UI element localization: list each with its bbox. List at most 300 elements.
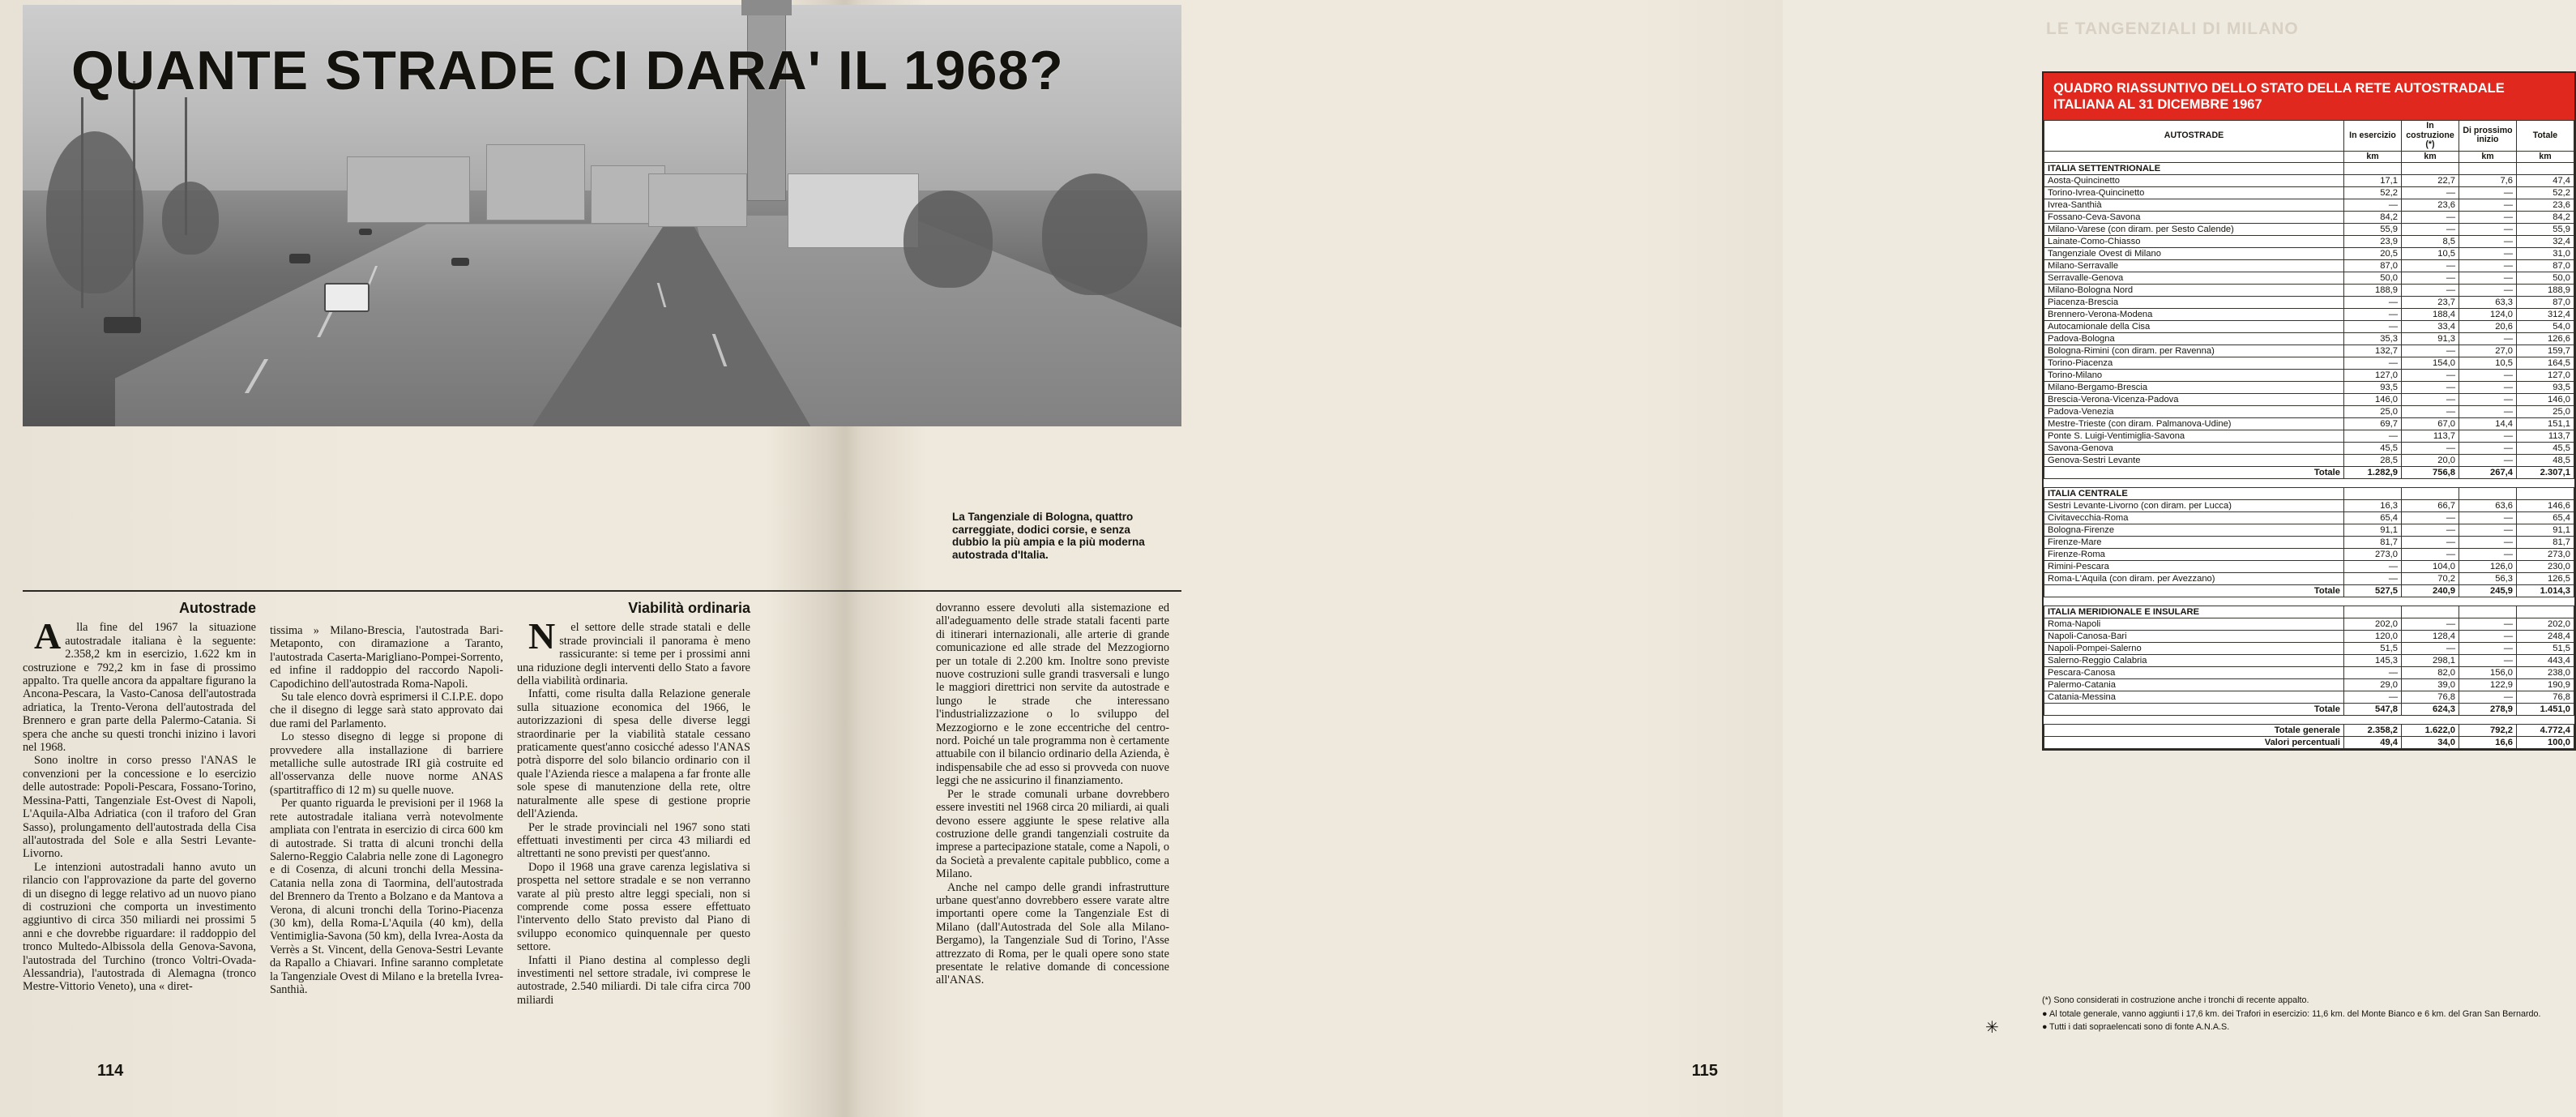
table-cell-value: 31,0 [2517,248,2574,260]
table-row [2044,430,2574,443]
spacer-cell [2044,479,2574,488]
drop-cap: N [528,615,556,657]
unit-blank [2044,151,2344,163]
table-cell-value: — [2459,631,2517,643]
table-cell-value: — [2402,537,2459,549]
table-cell-value: 28,5 [2344,455,2402,467]
table-cell-value: — [2402,406,2459,418]
table-cell-value: — [2459,236,2517,248]
table-cell-road-name: Roma-Napoli [2044,618,2344,631]
table-row [2044,357,2574,370]
table-cell-value: 56,3 [2459,573,2517,585]
photo-bus [324,283,370,312]
table-cell-empty [2402,606,2459,618]
table-cell-empty [2459,488,2517,500]
table-cell-value: 45,5 [2344,443,2402,455]
table-cell-value: 127,0 [2344,370,2402,382]
table-cell-value: 1.622,0 [2402,725,2459,737]
table-cell-road-name: Tangenziale Ovest di Milano [2044,248,2344,260]
table-row [2044,199,2574,212]
table-cell-value: 51,5 [2517,643,2574,655]
table-cell-value: — [2344,357,2402,370]
table-cell-value: 23,6 [2517,199,2574,212]
table-cell-value: 10,5 [2459,357,2517,370]
table-cell-value: — [2402,370,2459,382]
paragraph: tissima » Milano-Brescia, l'autostrada Bari-Metaponto, con diramazione a Taranto, l'autostrada Caserta-Marigliano-Pompei-Sorrento, ed infine il raddoppio del raccordo Napoli-Capodichino dell'autostrada Roma-Napoli. [270,624,503,691]
table-cell-value: 91,1 [2517,524,2574,537]
table-cell-value: 63,3 [2459,297,2517,309]
table-cell-value: 164,5 [2517,357,2574,370]
table-cell-value: 14,4 [2459,418,2517,430]
table-row [2044,455,2574,467]
total-label: Totale [2044,704,2344,716]
note-trafori: ● Al totale generale, vanno aggiunti i 17,6 km. dei Trafori in esercizio: 11,6 km. del Monte Bianco e 6 km. del Gran San Bernardo. [2042,1008,2541,1019]
table-cell-value: 81,7 [2344,537,2402,549]
table-cell-road-name: Mestre-Trieste (con diram. Palmanova-Udine) [2044,418,2344,430]
table-cell-value: 20,5 [2344,248,2402,260]
table-cell-value: 792,2 [2459,725,2517,737]
table-cell-value: 1.282,9 [2344,467,2402,479]
table-cell-value: — [2459,618,2517,631]
table-row [2044,345,2574,357]
table-cell-value: — [2459,199,2517,212]
bullet-icon: ● [2042,1022,2048,1032]
table-cell-value: 20,6 [2459,321,2517,333]
table-cell-road-name: Padova-Bologna [2044,333,2344,345]
table-cell-value: 91,3 [2402,333,2459,345]
table-cell-value: 188,4 [2402,309,2459,321]
paragraph: Le intenzioni autostradali hanno avuto un rilancio con l'approvazione da parte del governo di un disegno di legge relativo ad un nuovo piano di costruzioni che comporta un investimento aggiuntivo di circa 350 miliardi nei prossimi 5 anni e che dovrebbe riguardare: il raddoppio del tronco Multedo-Albissola della Genova-Savona, l'autostrada del Turchino (tronco Voltri-Ovada-Alessandria), l'autostrada di Alemagna (tronco Mestre-Vittorio Veneto), una « diret- [23,860,256,994]
table-cell-value: 238,0 [2517,667,2574,679]
table-cell-road-name: Salerno-Reggio Calabria [2044,655,2344,667]
paragraph: Per quanto riguarda le previsioni per il 1968 la rete autostradale italiana verrà notevolmente ampliata con l'entrata in esercizio di circa 600 km di autostrade. Si tratta di alcuni tronchi della Salerno-Reggio Calabria nelle zone di Lagonegro e di Cosenza, di alcuni tronchi della Messina-Catania nella zona di Taormina, dell'autostrada del Brennero da Trento a Bolzano e da Mantova a Verona, di alcuni tronchi della Torino-Piacenza (30 km), della Roma-L'Aquila (40 km), della Ventimiglia-Savona (50 km), della Ivrea-Aosta da Verrès a St. Vincent, della Genova-Sestri Levante da Rapallo a Chiavari. Infine saranno completate la Tangenziale Ovest di Milano e la bretella Ivrea-Santhià. [270,797,503,996]
paragraph [517,615,750,688]
table-cell-value: 159,7 [2517,345,2574,357]
th-in-costruzione: In costruzione (*) [2402,121,2459,152]
table-cell-value: — [2459,512,2517,524]
paragraph-text: el settore delle strade statali e delle strade provinciali il panorama è meno rassicurante: si teme per i prossimi anni una riduzione degli interventi dello Stato a favore della viabilità ordinaria. [517,621,750,688]
table-cell-value: 188,9 [2517,285,2574,297]
table-cell-value: 55,9 [2344,224,2402,236]
paragraph: Anche nel campo delle grandi infrastrutture urbane quest'anno dovrebbero essere varate altre importanti opere come la Tangenziale Est di Milano (dall'Autostrada del Sole alla Milano-Bergamo), la Tangenziale Sud di Torino, l'Asse attrezzato di Roma, per le quali opere sono state presentate le relative domande di concessione all'ANAS. [936,880,1169,987]
table-cell-value: 50,0 [2344,272,2402,285]
table-cell-road-name: Napoli-Pompei-Salerno [2044,643,2344,655]
paragraph-text: lla fine del 1967 la situazione autostradale italiana è la seguente: 2.358,2 km in esercizio, 1.622 km in costruzione e 792,2 km in fase di prossimo appalto. Tra quelle ancora da appaltare figurano la Ancona-Pescara, la Vasto-Canosa dell'autostrada adriatica, la Trento-Verona dell'autostrada del Brennero e gran parte della Palermo-Catania. Si spera che anche su questi tronchi inizino i lavori nel 1968. [23,621,256,755]
table-cell-value: 87,0 [2517,297,2574,309]
table-cell-road-name: Ponte S. Luigi-Ventimiglia-Savona [2044,430,2344,443]
column-3 [517,601,750,1007]
table-cell-empty [2517,606,2574,618]
page-title: QUANTE STRADE CI DARA' IL 1968? [71,40,1064,101]
table-cell-value: 756,8 [2402,467,2459,479]
table-section-header [2044,606,2574,618]
table-cell-value: 91,1 [2344,524,2402,537]
table-cell-value: — [2402,443,2459,455]
table-cell-value: — [2402,260,2459,272]
photo-light-pole [133,81,135,324]
table-cell-value: 122,9 [2459,679,2517,691]
table-cell-empty [2402,163,2459,175]
table-cell-value: 10,5 [2402,248,2459,260]
paragraph: Sono inoltre in corso presso l'ANAS le convenzioni per la concessione e lo esercizio delle autostrade: Popoli-Pescara, Fossano-Torino, Messina-Patti, Tangenziale Est-Ovest di Napoli, L'Aquila-Alba Adriatica (con il traforo del Gran Sasso), prolungamento dell'autostrada della Cisa all'autostrada del Sole e alla Sestri Levante-Livorno. [23,754,256,861]
table-cell-road-name: Genova-Sestri Levante [2044,455,2344,467]
table-cell-value: 39,0 [2402,679,2459,691]
table-row [2044,175,2574,187]
section-name: ITALIA MERIDIONALE E INSULARE [2044,606,2344,618]
photo-tree [162,182,219,255]
table-row [2044,394,2574,406]
table-cell-value: — [2459,455,2517,467]
table-cell-value: — [2459,370,2517,382]
table-cell-value: — [2459,187,2517,199]
table-row [2044,655,2574,667]
table-cell-road-name: Civitavecchia-Roma [2044,512,2344,524]
paragraph: Infatti il Piano destina al complesso degli investimenti nel settore stradale, ivi comprese le autostrade, 2.540 miliardi. Di tale cifra circa 700 miliardi [517,953,750,1007]
total-label: Totale [2044,585,2344,597]
table-cell-value: 70,2 [2402,573,2459,585]
table-body [2044,163,2574,749]
table-row [2044,691,2574,704]
grand-total-label: Totale generale [2044,725,2344,737]
table-cell-value: — [2402,618,2459,631]
paragraph: Lo stesso disegno di legge si propone di provvedere alla installazione di barriere metalliche sulle autostrade IRI già costruite ed all'osservanza delle nuove norme ANAS (spartitraffico di 12 m) su quelle nuove. [270,730,503,797]
table-cell-value: — [2459,443,2517,455]
table-cell-value: 2.358,2 [2344,725,2402,737]
table-cell-value: — [2459,272,2517,285]
drop-cap: A [34,615,62,657]
table-cell-road-name: Catania-Messina [2044,691,2344,704]
table-cell-value: 230,0 [2517,561,2574,573]
summary-table [2042,71,2576,751]
table-cell-value: 82,0 [2402,667,2459,679]
table-cell-value: 273,0 [2344,549,2402,561]
table-row [2044,187,2574,199]
table-cell-value: 145,3 [2344,655,2402,667]
table-cell-value: 156,0 [2459,667,2517,679]
table-cell-value: 45,5 [2517,443,2574,455]
table-spacer [2044,597,2574,606]
table-cell-road-name: Ivrea-Santhià [2044,199,2344,212]
table-cell-value: — [2402,345,2459,357]
photo-tree [46,131,143,293]
table-cell-value: — [2402,212,2459,224]
table-cell-value: — [2344,430,2402,443]
table-cell-road-name: Rimini-Pescara [2044,561,2344,573]
th-prossimo-inizio: Di prossimo inizio [2459,121,2517,152]
table-cell-value: 104,0 [2402,561,2459,573]
column-1-heading: Autostrade [178,600,256,616]
table-cell-value: — [2402,272,2459,285]
table-cell-value: 52,2 [2517,187,2574,199]
table-cell-value: — [2459,643,2517,655]
table-cell-empty [2344,606,2402,618]
table-cell-value: 16,3 [2344,500,2402,512]
spacer-cell [2044,597,2574,606]
table-cell-value: 267,4 [2459,467,2517,479]
table-row [2044,524,2574,537]
show-through-header: LE TANGENZIALI DI MILANO [2046,19,2299,38]
table-row [2044,618,2574,631]
table-cell-road-name: Sestri Levante-Livorno (con diram. per Lucca) [2044,500,2344,512]
table-cell-value: 126,0 [2459,561,2517,573]
table-cell-value: 49,4 [2344,737,2402,749]
table-cell-road-name: Milano-Bologna Nord [2044,285,2344,297]
column-3-heading: Viabilità ordinaria [628,600,750,616]
table-cell-value: 146,0 [2344,394,2402,406]
table-cell-value: 240,9 [2402,585,2459,597]
table-cell-value: 33,4 [2402,321,2459,333]
table-row [2044,248,2574,260]
table-cell-value: 113,7 [2517,430,2574,443]
table-cell-road-name: Brescia-Verona-Vicenza-Padova [2044,394,2344,406]
table-cell-value: 50,0 [2517,272,2574,285]
photo-light-pole [81,97,83,308]
photo-car [359,229,372,235]
table-cell-value: — [2459,655,2517,667]
table-cell-value: 278,9 [2459,704,2517,716]
table-cell-value: 188,9 [2344,285,2402,297]
table-cell-road-name: Autocamionale della Cisa [2044,321,2344,333]
table-cell-road-name: Piacenza-Brescia [2044,297,2344,309]
table-section-total [2044,704,2574,716]
photo-pylon [185,97,187,235]
photo-building [347,156,470,223]
table-cell-road-name: Palermo-Catania [2044,679,2344,691]
table-row [2044,512,2574,524]
photo-caption: La Tangenziale di Bologna, quattro carreggiate, dodici corsie, e senza dubbio la più ampia e la più moderna autostrada d'Italia. [952,511,1145,561]
photo-car [451,258,469,266]
table-cell-value: 527,5 [2344,585,2402,597]
table-cell-value: 202,0 [2344,618,2402,631]
table-cell-road-name: Firenze-Mare [2044,537,2344,549]
table-row [2044,643,2574,655]
table-cell-value: — [2459,382,2517,394]
table-row [2044,260,2574,272]
table-cell-value: 67,0 [2402,418,2459,430]
table-cell-value: — [2459,406,2517,418]
table-cell-value: 20,0 [2402,455,2459,467]
table-cell-value: — [2459,549,2517,561]
table-cell-road-name: Napoli-Canosa-Bari [2044,631,2344,643]
table-cell-value: 126,6 [2517,333,2574,345]
table-cell-value: — [2459,285,2517,297]
table-row [2044,679,2574,691]
table-cell-road-name: Padova-Venezia [2044,406,2344,418]
table-row [2044,309,2574,321]
table-cell-road-name: Milano-Bergamo-Brescia [2044,382,2344,394]
page-number-left: 114 [97,1062,124,1080]
table-section-header [2044,163,2574,175]
paragraph [23,615,256,755]
table-cell-value: 245,9 [2459,585,2517,597]
photo-car [289,254,310,263]
table-cell-value: — [2459,537,2517,549]
table-percent-row [2044,737,2574,749]
paragraph: Per le strade provinciali nel 1967 sono stati effettuati investimenti per circa 43 miliardi ed altrettanti ne sono previsti per quest'anno. [517,820,750,861]
table-cell-empty [2517,488,2574,500]
th-totale: Totale [2517,121,2574,152]
table-cell-value: 151,1 [2517,418,2574,430]
table-cell-road-name: Lainate-Como-Chiasso [2044,236,2344,248]
table-cell-value: 23,9 [2344,236,2402,248]
table-cell-value: 84,2 [2344,212,2402,224]
table-cell-value: 22,7 [2402,175,2459,187]
table-cell-value: 69,7 [2344,418,2402,430]
table-cell-road-name: Torino-Piacenza [2044,357,2344,370]
table-cell-value: 93,5 [2344,382,2402,394]
table-row [2044,500,2574,512]
table-row [2044,418,2574,430]
table-cell-value: 65,4 [2344,512,2402,524]
table-cell-road-name: Pescara-Canosa [2044,667,2344,679]
table-cell-value: 126,5 [2517,573,2574,585]
table-cell-value: 132,7 [2344,345,2402,357]
table-cell-value: 127,0 [2517,370,2574,382]
table-cell-road-name: Bologna-Rimini (con diram. per Ravenna) [2044,345,2344,357]
column-2 [270,624,503,996]
photo-building [648,173,747,227]
table-cell-value: 312,4 [2517,309,2574,321]
table-cell-value: 54,0 [2517,321,2574,333]
table-cell-value: 63,6 [2459,500,2517,512]
note-source: ● Tutti i dati sopraelencati sono di fonte A.N.A.S. [2042,1022,2230,1032]
total-label: Totale [2044,467,2344,479]
table-cell-value: — [2344,321,2402,333]
table-cell-value: 16,6 [2459,737,2517,749]
th-autostrade: AUTOSTRADE [2044,121,2344,152]
unit-km: km [2517,151,2574,163]
table-cell-value: 273,0 [2517,549,2574,561]
table-cell-value: — [2459,248,2517,260]
table-cell-value: 146,6 [2517,500,2574,512]
table-cell-value: 154,0 [2402,357,2459,370]
table-cell-empty [2344,163,2402,175]
table-cell-value: 87,0 [2344,260,2402,272]
table-cell-empty [2344,488,2402,500]
table-cell-value: 443,4 [2517,655,2574,667]
end-of-article-asterisk: ✳ [1985,1019,1999,1037]
table-cell-road-name: Savona-Genova [2044,443,2344,455]
table-cell-value: 17,1 [2344,175,2402,187]
table-cell-value: 1.014,3 [2517,585,2574,597]
table-cell-road-name: Aosta-Quincinetto [2044,175,2344,187]
table-cell-value: — [2459,224,2517,236]
table-row [2044,272,2574,285]
photo-building [486,144,585,220]
table-row [2044,236,2574,248]
table-cell-value: — [2344,309,2402,321]
table-cell-value: 55,9 [2517,224,2574,236]
table-cell-value: — [2402,224,2459,236]
table-cell-value: — [2402,549,2459,561]
table-cell-road-name: Firenze-Roma [2044,549,2344,561]
table-cell-empty [2459,163,2517,175]
table-cell-value: 120,0 [2344,631,2402,643]
table-cell-road-name: Torino-Milano [2044,370,2344,382]
table-spacer [2044,479,2574,488]
table-cell-value: 190,9 [2517,679,2574,691]
paragraph: dovranno essere devoluti alla sistemazione ed all'adeguamento delle strade statali facenti parte di itinerari internazionali, alle arterie di grande comunicazione ed alle strade del Mezzogiorno per un totale di 2.200 km. Inoltre sono previste nuove costruzioni sulle grandi trasversali e lungo le maggiori direttrici non servite da autostrade e lungo le strade che interessano l'industrializzazione o lo sviluppo del Mezzogiorno e le zone eccentriche del centro-nord. Poiché un tale programma non è certamente attuabile con il bilancio ordinario della Azienda, è indispensabile che ad esso si provveda con nuove leggi che ne assicurino il finanziamento. [936,601,1169,788]
table-header-row [2044,121,2574,152]
table-cell-value: — [2344,573,2402,585]
table-spacer [2044,716,2574,725]
percent-label: Valori percentuali [2044,737,2344,749]
table-cell-road-name: Bologna-Firenze [2044,524,2344,537]
paragraph: Su tale elenco dovrà esprimersi il C.I.P.E. dopo che il disegno di legge sarà stato approvato dai due rami del Parlamento. [270,691,503,730]
table-cell-value: — [2402,394,2459,406]
section-name: ITALIA SETTENTRIONALE [2044,163,2344,175]
column-4 [936,601,1169,987]
paragraph: Per le strade comunali urbane dovrebbero essere investiti nel 1968 circa 20 miliardi, ai quali devono essere aggiunte le spese relative alla costruzione delle grandi tangenziali costruite da imprese a partecipazione statale, come a Napoli, o da Società a prevalente capitale pubblico, come a Milano. [936,787,1169,881]
table-cell-value: 624,3 [2402,704,2459,716]
table-row [2044,224,2574,236]
table-cell-value: 298,1 [2402,655,2459,667]
table-cell-value: 7,6 [2459,175,2517,187]
table-row [2044,212,2574,224]
table-section-total [2044,467,2574,479]
table-cell-value: 81,7 [2517,537,2574,549]
table-section-total [2044,585,2574,597]
table-row [2044,333,2574,345]
table-cell-value: 65,4 [2517,512,2574,524]
table-row [2044,406,2574,418]
table-cell-road-name: Milano-Varese (con diram. per Sesto Calende) [2044,224,2344,236]
paragraph: Dopo il 1968 una grave carenza legislativa si prospetta nel settore stradale e se non verranno varate al più presto altre leggi speciali, non si comprende come possa essere effettuato l'intervento dello Stato previsto dal Piano di sviluppo economico quinquennale per questo settore. [517,860,750,954]
table-cell-road-name: Roma-L'Aquila (con diram. per Avezzano) [2044,573,2344,585]
table-cell-value: 4.772,4 [2517,725,2574,737]
table-cell-value: — [2402,512,2459,524]
table-cell-value: — [2459,430,2517,443]
table-cell-value: 32,4 [2517,236,2574,248]
table-cell-value: — [2459,212,2517,224]
table-cell-value: — [2344,561,2402,573]
paragraph: Infatti, come risulta dalla Relazione generale sulla situazione economica del 1966, le autorizzazioni di spesa delle diverse leggi straordinarie per la viabilità statale cessano praticamente quest'anno cosicché adesso l'ANAS potrà disporre del solo bilancio ordinario con il quale l'Azienda riesce a malapena a far fronte alle sole spese di manutenzione della rete, oltre naturalmente alle spese di gestione proprie dell'Azienda. [517,687,750,821]
table-cell-value: 1.451,0 [2517,704,2574,716]
spacer-cell [2044,716,2574,725]
table-row [2044,321,2574,333]
table-cell-value: 29,0 [2344,679,2402,691]
table-cell-value: 547,8 [2344,704,2402,716]
table-row [2044,370,2574,382]
table-cell-road-name: Serravalle-Genova [2044,272,2344,285]
right-page [835,0,2570,1117]
table-cell-value: 47,4 [2517,175,2574,187]
table-cell-value: 51,5 [2344,643,2402,655]
table-row [2044,667,2574,679]
table-cell-value: — [2344,199,2402,212]
table-row [2044,573,2574,585]
table-cell-value: 146,0 [2517,394,2574,406]
table-cell-road-name: Fossano-Ceva-Savona [2044,212,2344,224]
table-cell-value: 248,4 [2517,631,2574,643]
table-row [2044,631,2574,643]
table-cell-value: — [2344,667,2402,679]
table-row [2044,561,2574,573]
table-notes [2042,995,2573,1036]
table-cell-value: — [2402,643,2459,655]
table-cell-value: 23,6 [2402,199,2459,212]
table-cell-value: 100,0 [2517,737,2574,749]
bullet-icon: ● [2042,1008,2048,1019]
table-cell-value: 93,5 [2517,382,2574,394]
autostrade-table [2044,120,2574,749]
table-cell-value: — [2459,260,2517,272]
table-cell-road-name: Milano-Serravalle [2044,260,2344,272]
unit-km: km [2402,151,2459,163]
unit-km: km [2459,151,2517,163]
table-cell-empty [2402,488,2459,500]
photo-car [104,317,141,333]
